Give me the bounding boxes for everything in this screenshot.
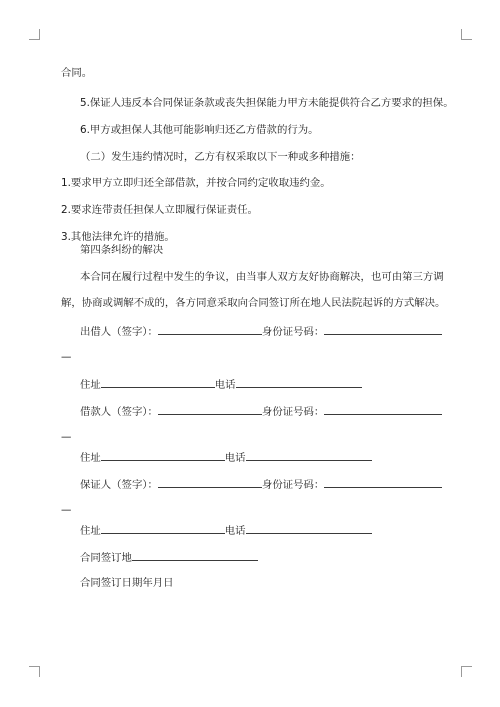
guarantor-address-row xyxy=(80,522,443,538)
lender-address-row xyxy=(80,376,443,392)
guarantor-signature-row xyxy=(80,476,443,492)
address-label: 住址 xyxy=(80,452,101,464)
id-label: 身份证号码： xyxy=(261,479,325,491)
phone-label: 电话 xyxy=(224,452,246,464)
crop-mark-bottom-right xyxy=(461,666,472,677)
lender-phone-blank[interactable] xyxy=(236,376,362,388)
clause-item-6: 6.甲方或担保人其他可能影响归还乙方借款的行为。 xyxy=(80,124,319,136)
signing-date: 合同签订日期年月日 xyxy=(80,577,174,589)
borrower-signature-blank[interactable] xyxy=(158,403,262,415)
borrower-id-blank[interactable] xyxy=(324,403,442,415)
lender-label: 出借人（签字）： xyxy=(80,326,158,338)
section-heading-2: （二）发生违约情况时，乙方有权采取以下一种或多种措施： xyxy=(80,151,361,163)
guarantor-id-blank[interactable] xyxy=(324,476,442,488)
lender-id-blank[interactable] xyxy=(324,323,442,335)
measure-item-2: 2.要求连带责任担保人立即履行保证责任。 xyxy=(61,204,258,216)
signing-place-blank[interactable] xyxy=(132,549,258,561)
clause-item-5: 5.保证人违反本合同保证条款或丧失担保能力甲方未能提供符合乙方要求的担保。 xyxy=(80,97,454,109)
signing-place-label: 合同签订地 xyxy=(80,552,132,564)
crop-mark-bottom-left xyxy=(29,666,40,677)
dash-mark: — xyxy=(61,431,72,443)
guarantor-phone-blank[interactable] xyxy=(246,522,372,534)
article-4-title: 第四条纠纷的解决 xyxy=(80,244,164,256)
crop-mark-top-left xyxy=(29,29,40,40)
lender-address-blank[interactable] xyxy=(101,376,215,388)
guarantor-address-blank[interactable] xyxy=(101,522,225,534)
dispute-paragraph-line-2: 解，协商或调解不成的，各方同意采取向合同签订所在地人民法院起诉的方式解决。 xyxy=(61,297,446,309)
phone-label: 电话 xyxy=(214,379,236,391)
guarantor-label: 保证人（签字）： xyxy=(80,479,158,491)
dash-mark: — xyxy=(61,504,72,516)
text-line: 合同。 xyxy=(61,67,93,79)
dash-mark: — xyxy=(61,351,72,363)
phone-label: 电话 xyxy=(224,525,246,537)
address-label: 住址 xyxy=(80,379,101,391)
id-label: 身份证号码： xyxy=(261,406,325,418)
id-label: 身份证号码： xyxy=(261,326,325,338)
address-label: 住址 xyxy=(80,525,101,537)
dispute-paragraph-line-1: 本合同在履行过程中发生的争议，由当事人双方友好协商解决，也可由第三方调 xyxy=(80,271,444,283)
signing-place-row xyxy=(80,549,443,565)
borrower-phone-blank[interactable] xyxy=(246,449,372,461)
lender-signature-blank[interactable] xyxy=(158,323,262,335)
borrower-label: 借款人（签字）： xyxy=(80,406,158,418)
crop-mark-top-right xyxy=(461,29,472,40)
borrower-address-row xyxy=(80,449,443,465)
borrower-signature-row xyxy=(80,403,443,419)
measure-item-3: 3.其他法律允许的措施。 xyxy=(61,231,175,243)
measure-item-1: 1.要求甲方立即归还全部借款，并按合同约定收取违约金。 xyxy=(61,177,331,189)
guarantor-signature-blank[interactable] xyxy=(158,476,262,488)
lender-signature-row xyxy=(80,323,443,339)
borrower-address-blank[interactable] xyxy=(101,449,225,461)
